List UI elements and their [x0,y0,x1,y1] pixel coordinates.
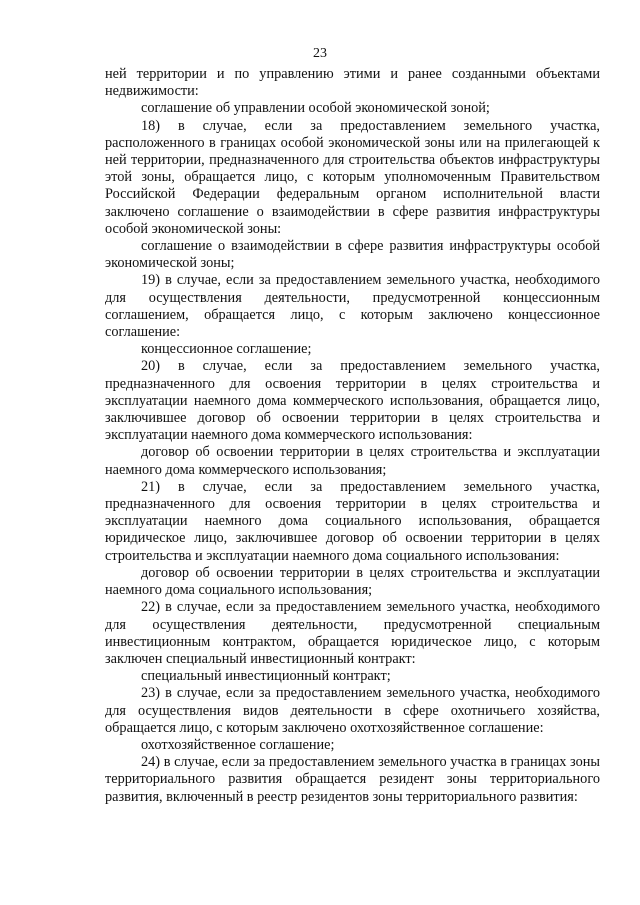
paragraph-document-name: договор об освоении территории в целях строительства и эксплуатации наемного дома социального использования; [105,564,600,599]
page-number: 23 [313,46,327,61]
paragraph-item-24: 24) в случае, если за предоставлением земельного участка в границах зоны территориального развития обращается резидент зоны территориального развития, включенный в реестр резидентов зоны территориального развития: [105,754,600,805]
paragraph-item-18: 18) в случае, если за предоставлением земельного участка, расположенного в границах особой экономической зоны или на прилегающей к ней территории, предназначенного для строительства объектов инфраструктуры этой зоны, обращается лицо, с которым уполномоченным Правительством Российской Федерации федеральным органом исполнительной власти заключено соглашение о взаимодействии в сфере развития инфраструктуры особой экономической зоны: [105,117,600,237]
paragraph-document-name: специальный инвестиционный контракт; [141,668,391,685]
paragraph-item-19: 19) в случае, если за предоставлением земельного участка, необходимого для осуществления деятельности, предусмотренной концессионным соглашением, обращается лицо, с которым заключено концессионное соглашение: [105,272,600,341]
paragraph-document-name: соглашение об управлении особой экономической зоной; [141,100,490,117]
paragraph-document-name: охотхозяйственное соглашение; [141,736,335,753]
paragraph-item-21: 21) в случае, если за предоставлением земельного участка, предназначенного для освоения территории в целях строительства и эксплуатации наемного дома социального использования, обращается юридическое лицо, заключившее договор об освоении территории в целях строительства и эксплуатации наемного дома социального использования: [105,478,600,564]
paragraph-document-name: концессионное соглашение; [141,341,312,358]
paragraph-item-23: 23) в случае, если за предоставлением земельного участка, необходимого для осуществления видов деятельности в сфере охотничьего хозяйства, обращается лицо, с которым заключено охотхозяйственное соглашение: [105,685,600,736]
paragraph-continuation: ней территории и по управлению этими и ранее созданными объектами недвижимости: [105,66,600,100]
document-body [105,66,600,806]
paragraph-document-name: договор об освоении территории в целях строительства и эксплуатации наемного дома коммерческого использования; [105,444,600,478]
paragraph-item-20: 20) в случае, если за предоставлением земельного участка, предназначенного для освоения территории в целях строительства и эксплуатации наемного дома коммерческого использования, обращается лицо, заключившее договор об освоении территории в целях строительства и эксплуатации наемного дома коммерческого использования: [105,358,600,444]
paragraph-item-22: 22) в случае, если за предоставлением земельного участка, необходимого для осуществления деятельности, предусмотренной специальным инвестиционным контрактом, обращается юридическое лицо, с которым заключен специальный инвестиционный контракт: [105,599,600,667]
paragraph-document-name: соглашение о взаимодействии в сфере развития инфраструктуры особой экономической зоны; [105,238,600,272]
